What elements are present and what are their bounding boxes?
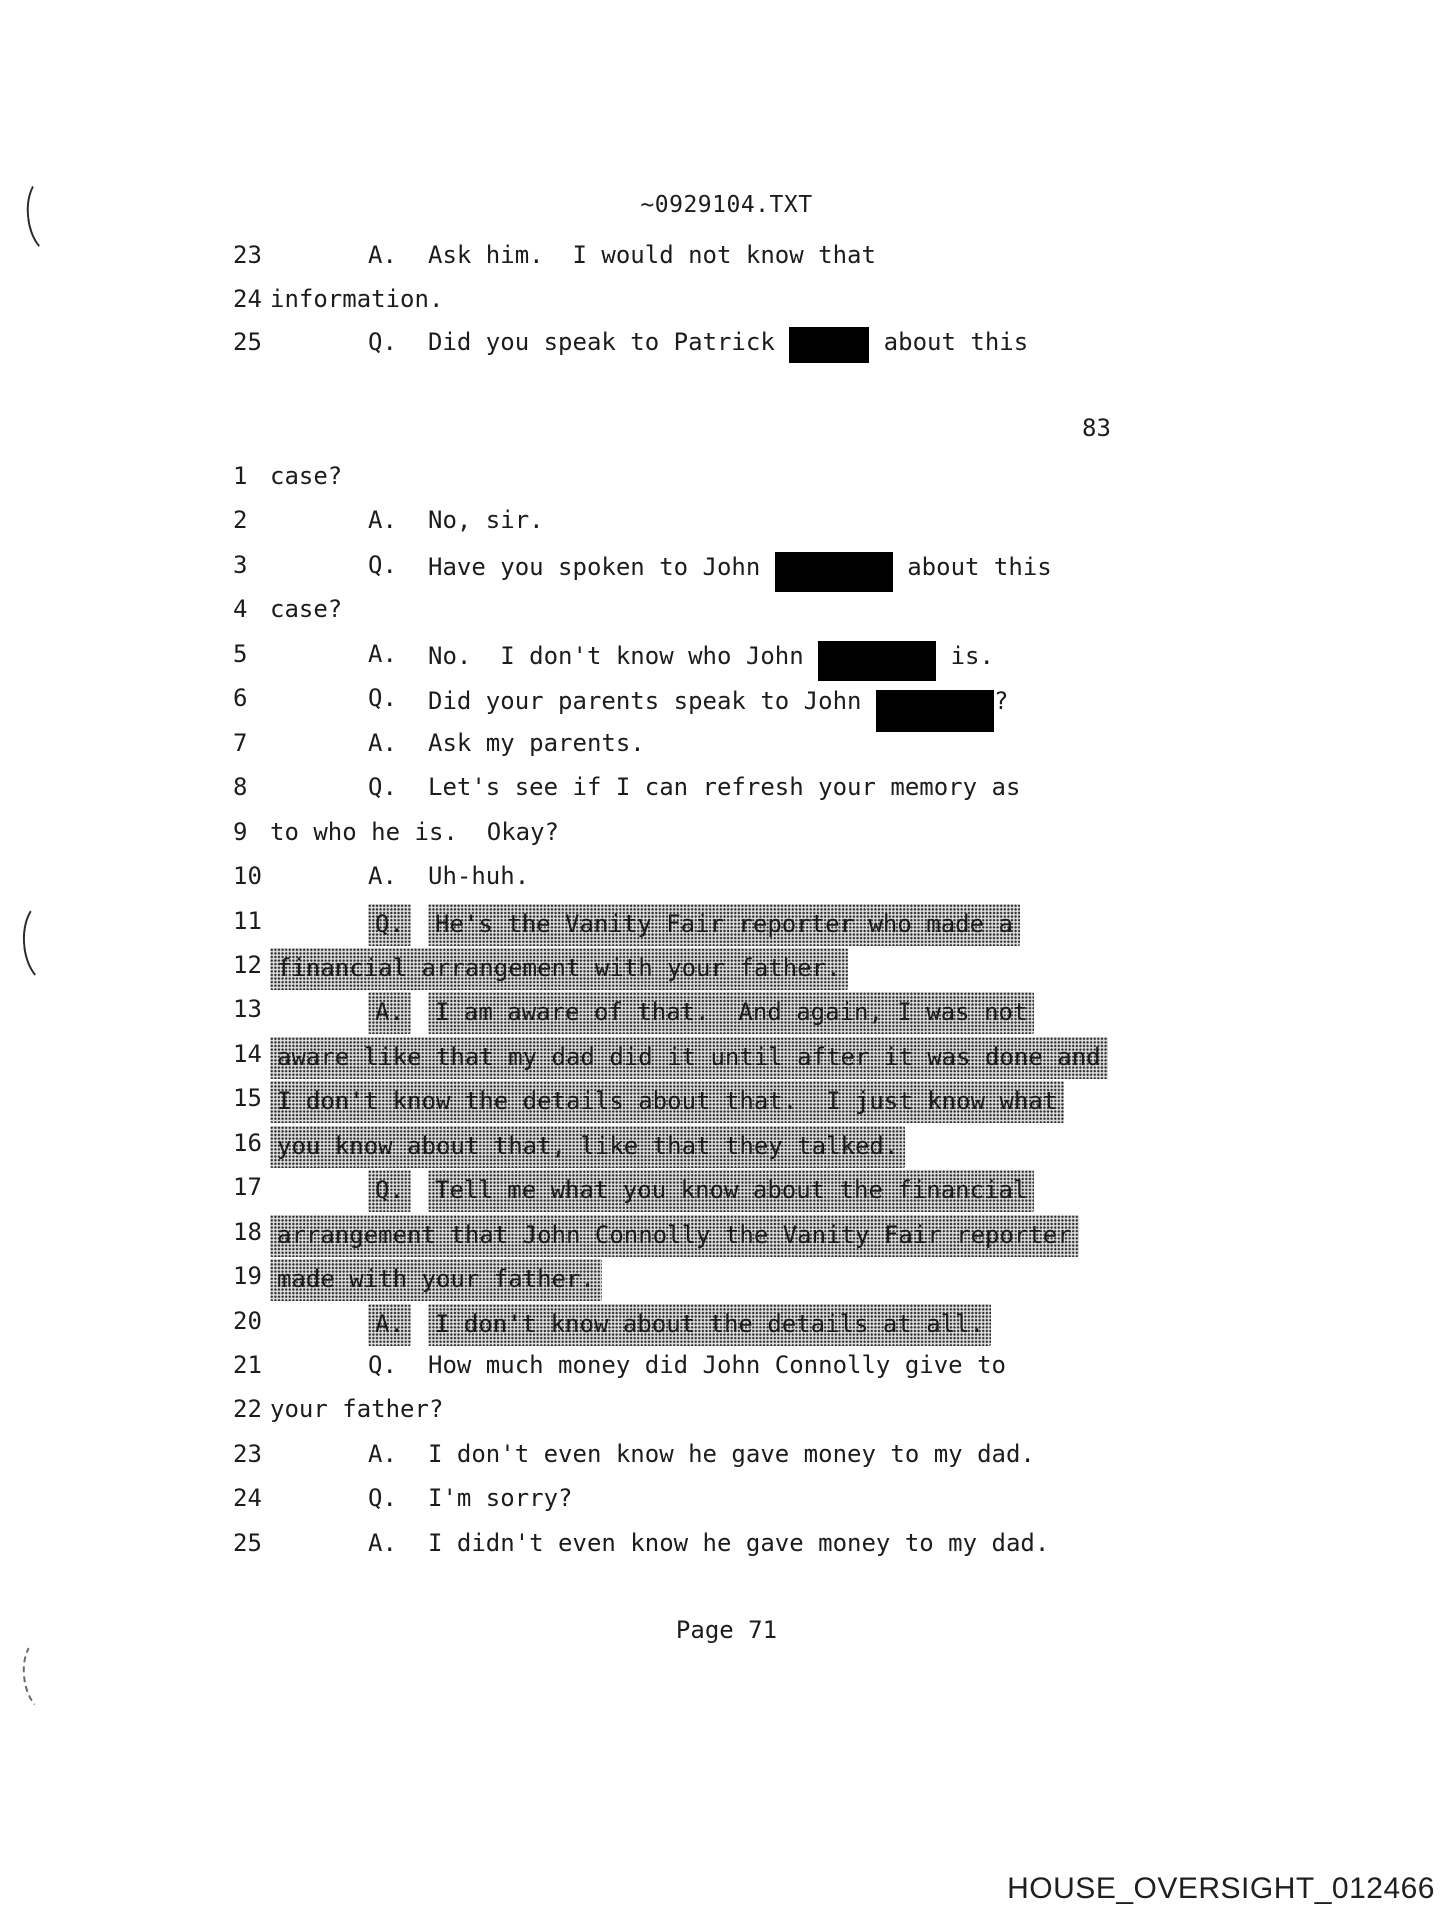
line-number: 17: [233, 1173, 262, 1202]
oversight-stamp: HOUSE_OVERSIGHT_012466: [1007, 1872, 1435, 1905]
transcript-line: [0, 1126, 1453, 1162]
line-number: 7: [233, 728, 248, 757]
line-text: Have you spoken to John about this: [428, 548, 1052, 588]
transcript-line: [0, 592, 1453, 628]
qa-label: Q.: [368, 773, 397, 802]
line-text: made with your father.: [270, 1259, 602, 1301]
qa-label: Q.: [368, 328, 397, 356]
line-text: financial arrangement with your father.: [270, 948, 848, 990]
line-text: I am aware of that. And again, I was not: [428, 992, 1034, 1034]
qa-label: A.: [368, 992, 411, 1034]
line-number: 25: [233, 328, 262, 356]
line-number: 5: [233, 639, 248, 668]
line-number: 15: [233, 1084, 262, 1113]
transcript-line: [0, 1526, 1453, 1562]
qa-label: Q.: [368, 684, 397, 713]
line-number: 23: [233, 1439, 262, 1468]
line-number: 23: [233, 241, 262, 269]
line-number: 8: [233, 773, 248, 802]
line-number: 9: [233, 817, 248, 846]
line-text: I don't even know he gave money to my dad.: [428, 1439, 1035, 1468]
transcript-line: [0, 948, 1453, 984]
line-text: Tell me what you know about the financial: [428, 1170, 1034, 1212]
transcript-line: [0, 282, 1453, 318]
line-text: No. I don't know who John is.: [428, 637, 994, 677]
line-text: you know about that, like that they talked.: [270, 1126, 905, 1168]
transcript-line: [0, 459, 1453, 495]
transcript-line: [0, 238, 1453, 274]
line-number: 21: [233, 1351, 262, 1379]
qa-label: Q.: [368, 904, 411, 946]
line-text: your father?: [270, 1395, 444, 1424]
transcript-line: [0, 1081, 1453, 1117]
qa-label: A.: [368, 1528, 397, 1557]
transcript-line: [0, 726, 1453, 762]
line-number: 20: [233, 1306, 262, 1335]
line-number: 18: [233, 1217, 262, 1246]
page-number-top: 83: [1082, 414, 1111, 442]
qa-label: Q.: [368, 1484, 397, 1513]
line-text: Did your parents speak to John ?: [428, 681, 1008, 723]
header-filename: ~0929104.TXT: [640, 192, 813, 218]
qa-label: A.: [368, 241, 397, 269]
transcript-line: [0, 1481, 1453, 1517]
line-number: 13: [233, 995, 262, 1024]
transcript-line: [0, 1259, 1453, 1295]
transcript-line: [0, 1437, 1453, 1473]
transcript-line: [0, 1304, 1453, 1340]
transcript-line: [0, 681, 1453, 717]
transcript-line: [0, 1215, 1453, 1251]
transcript-line: [0, 770, 1453, 806]
line-number: 14: [233, 1039, 262, 1068]
line-text: He's the Vanity Fair reporter who made a: [428, 904, 1020, 946]
transcript-line: [0, 859, 1453, 895]
line-text: case?: [270, 595, 343, 624]
line-text: Uh-huh.: [428, 862, 530, 891]
line-number: 4: [233, 595, 248, 624]
transcript-line: [0, 1392, 1453, 1428]
transcript-line: [0, 992, 1453, 1028]
line-text: Let's see if I can refresh your memory as: [428, 773, 1021, 802]
transcript-line: [0, 637, 1453, 673]
line-number: 6: [233, 684, 248, 713]
line-text: arrangement that John Connolly the Vanity Fair reporter: [270, 1215, 1079, 1257]
transcript-line: [0, 325, 1453, 361]
line-text: Ask him. I would not know that: [428, 241, 876, 269]
line-number: 11: [233, 906, 262, 935]
qa-label: A.: [368, 1304, 411, 1346]
qa-label: Q.: [368, 1351, 397, 1379]
transcript-line: [0, 1037, 1453, 1073]
line-number: 2: [233, 506, 248, 535]
qa-label: Q.: [368, 1170, 411, 1212]
line-number: 12: [233, 950, 262, 979]
qa-label: A.: [368, 1439, 397, 1468]
line-text: aware like that my dad did it until after it was done and: [270, 1037, 1108, 1079]
line-number: 22: [233, 1395, 262, 1424]
transcript-line: [0, 904, 1453, 940]
qa-label: A.: [368, 862, 397, 891]
transcript-line: [0, 548, 1453, 584]
line-text: to who he is. Okay?: [270, 817, 559, 846]
line-number: 24: [233, 1484, 262, 1513]
line-number: 10: [233, 862, 262, 891]
line-number: 19: [233, 1262, 262, 1291]
line-number: 1: [233, 462, 248, 490]
line-text: case?: [270, 462, 343, 490]
redaction-box: [818, 641, 936, 681]
transcript-line: [0, 815, 1453, 851]
qa-label: Q.: [368, 550, 397, 579]
line-number: 16: [233, 1128, 262, 1157]
line-number: 3: [233, 550, 248, 579]
transcript-line: [0, 1170, 1453, 1206]
qa-label: A.: [368, 728, 397, 757]
line-number: 24: [233, 284, 262, 313]
line-text: How much money did John Connolly give to: [428, 1351, 1006, 1379]
line-text: I don't know about the details at all.: [428, 1304, 991, 1346]
line-number: 25: [233, 1528, 262, 1557]
line-text: I'm sorry?: [428, 1484, 573, 1513]
line-text: No, sir.: [428, 506, 544, 535]
redaction-box: [775, 552, 893, 592]
footer-page-label: Page 71: [675, 1616, 778, 1644]
transcript-line: [0, 1348, 1453, 1384]
qa-label: A.: [368, 639, 397, 668]
line-text: Ask my parents.: [428, 728, 645, 757]
line-text: I didn't even know he gave money to my dad.: [428, 1528, 1050, 1557]
line-text: I don't know the details about that. I just know what: [270, 1081, 1064, 1123]
qa-label: A.: [368, 506, 397, 535]
binder-ring-mark-bottom: [19, 1636, 69, 1714]
redaction-box: [789, 327, 869, 363]
line-text: Did you speak to Patrick about this: [428, 325, 1028, 361]
transcript-line: [0, 503, 1453, 539]
line-text: information.: [270, 284, 444, 313]
